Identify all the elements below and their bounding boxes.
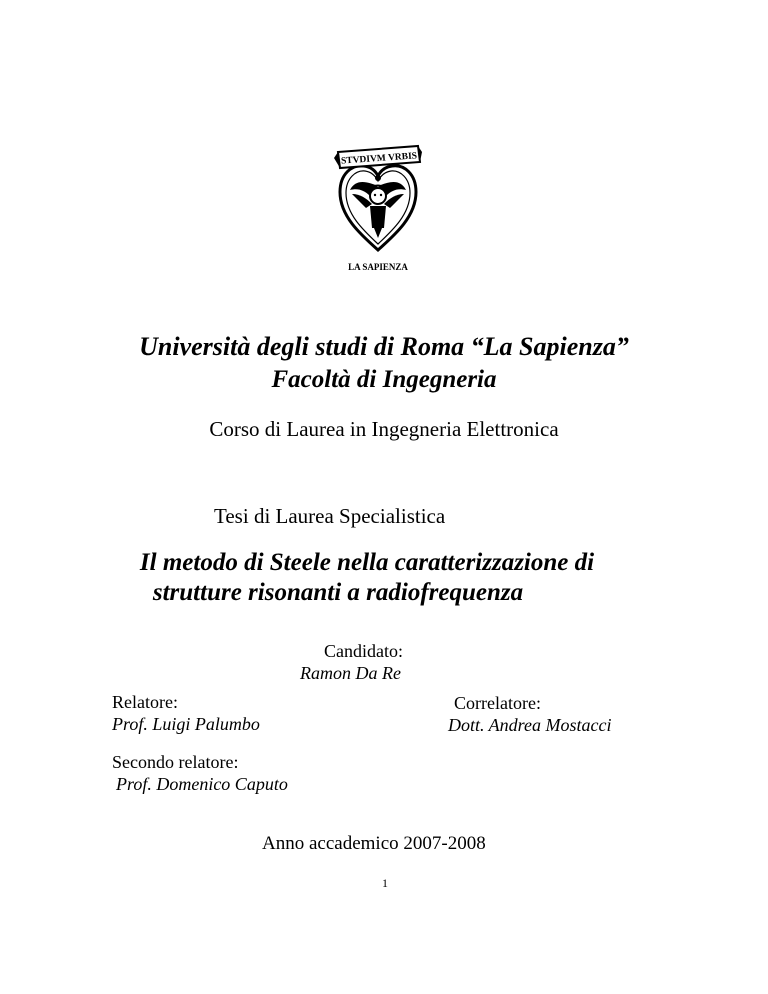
university-seal [330, 138, 426, 276]
university-name: Università degli studi di Roma “La Sapienza” [139, 332, 629, 361]
second-advisor-name: Prof. Domenico Caputo [116, 774, 288, 794]
advisor-name: Prof. Luigi Palumbo [112, 714, 260, 734]
thesis-title-line-2: strutture risonanti a radiofrequenza [152, 579, 524, 606]
thesis-title [0, 548, 768, 608]
second-advisor-label: Secondo relatore: [112, 752, 239, 772]
thesis-type: Tesi di Laurea Specialistica [214, 504, 446, 528]
faculty-name: Facoltà di Ingegneria [271, 366, 497, 393]
candidate-label: Candidato: [324, 641, 403, 661]
academic-year: Anno accademico 2007-2008 [262, 833, 486, 854]
coadvisor-label: Correlatore: [454, 693, 541, 713]
svg-text:STVDIVM VRBIS: STVDIVM VRBIS [340, 151, 418, 167]
coadvisor-name: Dott. Andrea Mostacci [448, 715, 612, 735]
page-number: 1 [382, 876, 388, 890]
advisor-label: Relatore: [112, 692, 178, 712]
thesis-title-line-1: Il metodo di Steele nella caratterizzazione di [139, 549, 595, 576]
course-name: Corso di Laurea in Ingegneria Elettronica [209, 417, 559, 441]
svg-text:LA SAPIENZA: LA SAPIENZA [348, 262, 408, 272]
sapienza-seal-icon [330, 138, 426, 276]
candidate-name: Ramon Da Re [300, 663, 401, 683]
